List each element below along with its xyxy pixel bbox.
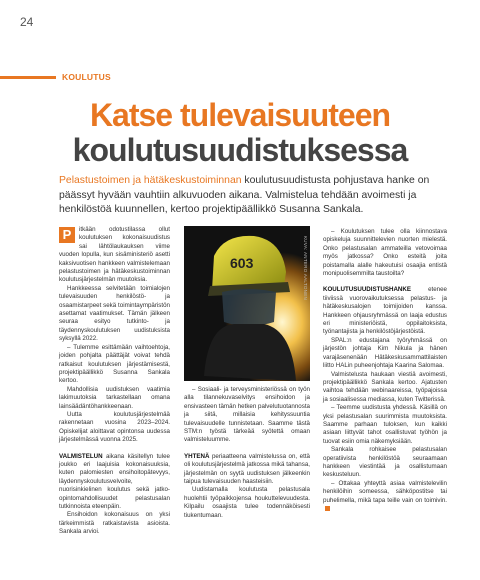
firefighter-photo xyxy=(184,226,310,381)
lead-text: koulutusuudistusta pohjustava hanke on päässyt hyvään vauhtiin alkuvuoden aikana. Valmistelua tehdään avoimesti ja henkilöstöä kuunnellen, kertoo projektipäällikkö Susanna Sankala. xyxy=(59,175,430,215)
col3-paragraph-1: – Koulutuksen tulee olla kiinnostava opiskeluja suunnittelevien nuorten mielestä. Onko pelastusalan ammateilla vetovoimaa myös jatkossa? Onko esteitä joita poistamalla alalle hakeutuisi osaajia entistä monipuolisemmilta taustoilta? xyxy=(323,228,447,278)
section-tag xyxy=(0,70,111,84)
end-mark xyxy=(325,506,330,511)
headline-line2: koulutusuudistuksessa xyxy=(72,132,408,168)
col3-paragraph-3: SPAL:n edustajana työryhmässä on järjestön johtaja Kim Nikula ja hänen varajäsenenään Hätäkeskusammattilaisten liitto HALin puheenjohtaja Kaarina Salomaa. xyxy=(323,336,447,370)
headline-line1: Katse tulevaisuuteen xyxy=(89,97,391,133)
col1-paragraph-1: P itkään odotustilassa ollut koulutuksen kokonaisuudistus sai lähtölaukauksen viime vuoden lopulla, kun sisäministeriö asetti kaksivuotisen hankkeen valmistelemaan pelastustoimen ja hätäkeskustoiminnan koulutusjärjestelmän muutoksia. xyxy=(59,226,170,284)
photo-credit: KUVA: ANTERO AALTONEN xyxy=(303,236,308,301)
col1-paragraph-5: Uutta koulutusjärjestelmää rakennetaan vuosina 2023–2024. Opiskelijat aloittavat opintonsa uudessa järjestelmässä vuonna 2025. xyxy=(59,410,170,444)
col3-paragraph-2: KOULUTUSUUDISTUSHANKE etenee tiiviissä vuorovaikutuksessa pelastus- ja hätäkeskusalojen toimijoiden kanssa. Hankkeen ohjausryhmässä on laaja edustus eri ministeriöistä, oppilaitoksista, työnantajista ja henkilöstöjärjestöistä. xyxy=(323,286,447,336)
col2-paragraph-3: Uudistamalla koulutusta pelastusala huolehtii työpaikkojensa houkuttelevuudesta. Kilpailu osaajista tulee todennäköisesti tiukentumaan. xyxy=(184,486,310,519)
col3-paragraph-4: Valmistelusta haukaan viestiä avoimesti, projektipäällikkö Sankala kertoo. Ajatusten vaihtoa tehdään webinaareissa, työpajoissa ja sosiaalisessa mediassa, kuten Twitterissä. xyxy=(323,370,447,403)
dropcap: P xyxy=(59,227,75,243)
col1-paragraph-2: Hankkeessa selvitetään toimialojen tulevaisuuden henkilöstö- ja osaamistarpeet sekä toimintaympäristön asettamat vaatimukset. Tämän jälkeen seuraa esityo tutkinto- ja täydennyskoulutuksen uudistuksista syksyllä 2022. xyxy=(59,284,170,343)
col2-paragraph-1: – Sosiaali- ja terveysministeriössä on työn alla tilannekuvaselvitys ensihoidon ja ensivasteen tämän hetken palvelutuotannosta ja siitä, millaisia kehityssuuntia tulevaisuudelle tunnistetaan. Saamme tästä STM:n työstä tärkeää syötettä omaan valmisteluumme. xyxy=(184,386,310,444)
col1-paragraph-6: VALMISTELUN aikana käsitellyn tulee joukko eri laajuisia kokonaisuuksia, kuten palomiesten ensihoitopätevyys, läydennyskoulutusvelvoite, nuorisinkielinen koulutus sekä jatko-opintomahdollisuudet pelastusalan tutkinnoista eteenpäin. xyxy=(59,452,170,510)
col3-paragraph-6: Sankala rohkaisee pelastusalan operatiivista henkilöstöä seuraamaan hankkeen viestintää ja osallistumaan keskusteluun. xyxy=(323,446,447,479)
col1-paragraph-3: – Tulemme esittämään vaihtoehtoja, joiden pohjalta päättäjät voivat tehdä ratkaisut koulutuksen järjestämisestä, projektipäällikkö Susanna Sankala kertoo. xyxy=(59,343,170,385)
page-number: 24 xyxy=(20,15,34,29)
col2-paragraph-2: YHTENÄ periaatteena valmistelussa on, että oli koulutusjärjestelmä jatkossa mikä tahansa, järjestelmän on syytä uudistuksen jälkeenkin taipua tulevaisuuden haasteisiin. xyxy=(184,452,310,486)
section-label: KOULUTUS xyxy=(62,72,111,82)
headline xyxy=(0,98,480,168)
lead-paragraph xyxy=(59,174,441,218)
article-column-1 xyxy=(59,226,170,537)
article-column-2 xyxy=(184,386,310,520)
col1-paragraph-4: Mahdollisia uudistuksen vaatimia lakimuutoksia tarkastellaan omana lainsäädäntöhankkeenaan. xyxy=(59,385,170,410)
col3-paragraph-5: – Teemme uudistusta yhdessä. Käsillä on yksi pelastusalan suurimmista muutoksista. Saamme parhaan tuloksen, kun kaikki asiaan liittyvät tahot osallistuvat työhön ja tuovat esiin omia näkemyksiään. xyxy=(323,404,447,445)
helmet-number: 603 xyxy=(230,255,254,271)
section-bar xyxy=(0,76,56,79)
lead-highlight: Pelastustoimen ja hätäkeskustoiminnan xyxy=(59,175,242,186)
col3-paragraph-7: – Ottakaa yhteyttä asiaa valmistelevilin henkilöihin someessa, sähköpostitse tai puhelimella, mikä tapa teille vain on toimivin. xyxy=(323,480,447,514)
article-column-3 xyxy=(323,228,447,513)
col1-paragraph-7: Ensihoidon kokonaisuus on yksi tärkeimmistä ratkaistavista asioista. Sankala arvioi. xyxy=(59,511,170,536)
